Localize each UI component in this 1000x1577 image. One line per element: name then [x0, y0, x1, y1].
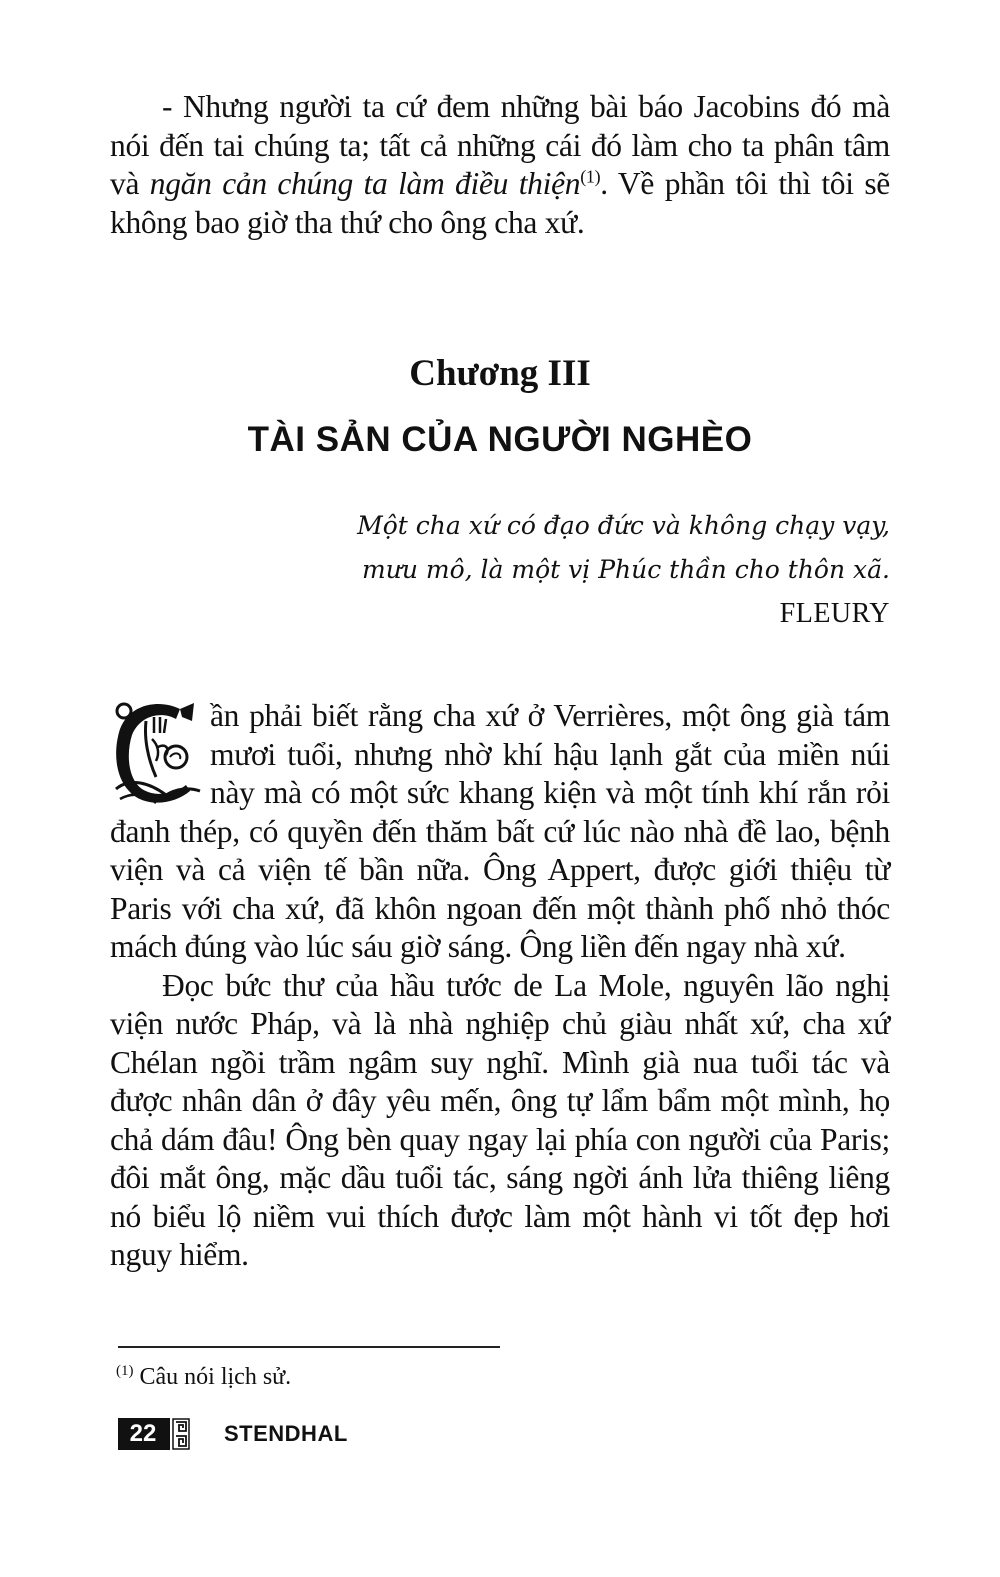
footnote-text: Câu nói lịch sử.	[133, 1364, 292, 1390]
paragraph-1	[110, 697, 890, 967]
paragraph-2: Đọc bức thư của hầu tước de La Mole, nguyên lão nghị viện nước Pháp, và là nhà nghiệp chủ giàu nhất xứ, cha xứ Chélan ngồi trầm ngâm suy nghĩ. Mình già nua tuổi tác và được nhân dân ở đây yêu mến, ông tự lẩm bẩm một mình, họ chả dám đâu! Ông bèn quay ngay lại phía con người của Paris; đôi mắt ông, mặc dầu tuổi tác, sáng ngời ánh lửa thiêng liêng nó biểu lộ niềm vui thích được làm một hành vi tốt đẹp hơi nguy hiểm.	[110, 967, 890, 1272]
intro-text-before: - Nhưng người ta cứ đem những bài báo Jacobins đó mà nói đến tai chúng ta; tất cả những cái đó làm cho ta phân tâm và	[110, 89, 890, 201]
page-footer	[118, 1418, 348, 1450]
dialogue-paragraph	[110, 88, 890, 242]
running-footer-author: STENDHAL	[224, 1421, 348, 1446]
epigraph-line-2: mưu mô, là một vị Phúc thần cho thôn xã.	[362, 555, 890, 584]
footnote-divider	[118, 1346, 500, 1348]
epigraph-author: FLEURY	[779, 598, 890, 629]
epigraph	[357, 504, 890, 592]
intro-italic-phrase: ngăn cản chúng ta làm điều thiện	[149, 166, 581, 201]
chapter-number: Chương III	[409, 353, 591, 394]
footnote-marker: (1)	[116, 1363, 134, 1379]
chapter-body	[110, 697, 890, 1275]
paragraph-1-text: ần phải biết rằng cha xứ ở Verrières, một ông già tám mươi tuổi, nhưng nhờ khí hậu lạnh gắt của miền núi này mà có một sức khang kiện và một tính khí rắn rỏi đanh thép, có quyền đến thăm bất cứ lúc nào nhà đề lao, bệnh viện và cả viện tế bần nữa. Ông Appert, được giới thiệu từ Paris với cha xứ, đã khôn ngoan đến một thành phố nhỏ thóc mách đúng vào lúc sáu giờ sáng. Ông liền đến ngay nhà xứ.	[110, 698, 890, 964]
page-number: 22	[118, 1418, 170, 1450]
ornamental-dropcap-icon	[110, 699, 202, 807]
footnote-reference: (1)	[580, 166, 601, 187]
footnote	[116, 1362, 291, 1392]
chapter-title: TÀI SẢN CỦA NGƯỜI NGHÈO	[247, 420, 753, 459]
greek-key-ornament-icon	[172, 1418, 190, 1450]
epigraph-line-1: Một cha xứ có đạo đức và không chạy vạy,	[357, 511, 890, 540]
intro-paragraph	[110, 88, 890, 242]
intro-text-after: . Về phần tôi thì tôi sẽ không bao giờ tha thứ cho ông cha xứ.	[110, 166, 890, 240]
